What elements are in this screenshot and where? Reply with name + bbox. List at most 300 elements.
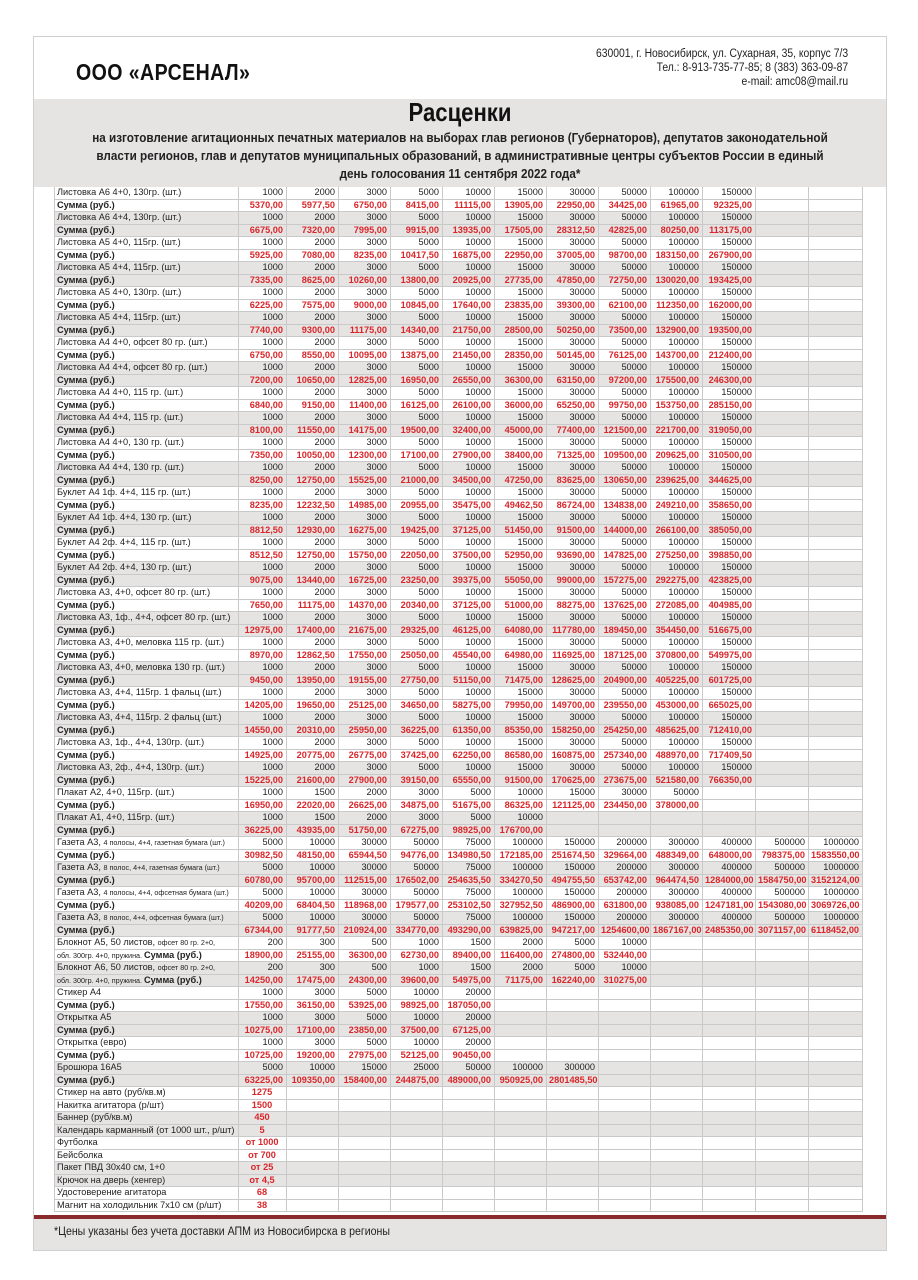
empty-cell [599, 1187, 651, 1200]
qty-cell: 150000 [547, 912, 599, 925]
sum-cell: 15750,00 [339, 549, 391, 562]
sum-label-text: Сумма (руб.) [57, 774, 115, 785]
sum-cell: 246300,00 [703, 374, 756, 387]
sum-cell: 950925,00 [495, 1074, 547, 1087]
product-name [55, 712, 239, 725]
sum-cell: 8235,00 [339, 249, 391, 262]
qty-cell: 1000 [239, 387, 287, 400]
qty-cell [809, 737, 863, 750]
empty-cell [495, 1174, 547, 1187]
qty-cell: 10000 [443, 312, 495, 325]
empty-cell [651, 1099, 703, 1112]
qty-row [55, 562, 863, 575]
sum-cell: 160875,00 [547, 749, 599, 762]
sum-label [55, 974, 239, 987]
product-name [55, 862, 239, 875]
sum-cell: 1254600,00 [599, 924, 651, 937]
sum-cell: 7335,00 [239, 274, 287, 287]
qty-cell: 15000 [495, 262, 547, 275]
sum-cell: 86724,00 [547, 499, 599, 512]
qty-cell: 2000 [287, 687, 339, 700]
qty-cell [756, 262, 809, 275]
unit-price: 1500 [239, 1099, 287, 1112]
qty-cell [809, 362, 863, 375]
sum-cell [703, 1049, 756, 1062]
product-name-text: Листовка А4 4+0, офсет 80 гр. (шт.) [57, 337, 208, 347]
qty-cell: 5000 [391, 737, 443, 750]
sum-label-text: Сумма (руб.) [57, 649, 115, 660]
unit-item-name: Крючок на дверь (хенгер) [55, 1174, 239, 1187]
sum-cell: 8235,00 [239, 499, 287, 512]
qty-cell [809, 787, 863, 800]
qty-cell: 2000 [287, 387, 339, 400]
qty-cell: 5000 [391, 187, 443, 199]
sum-cell: 14175,00 [339, 424, 391, 437]
qty-cell: 10000 [287, 887, 339, 900]
sum-cell [809, 399, 863, 412]
qty-cell [756, 587, 809, 600]
sum-cell: 11175,00 [287, 599, 339, 612]
sum-cell [756, 624, 809, 637]
sum-label [55, 1074, 239, 1087]
empty-cell [703, 1174, 756, 1187]
qty-cell: 10000 [391, 1012, 443, 1025]
qty-cell: 10000 [443, 537, 495, 550]
sum-cell: 25125,00 [339, 699, 391, 712]
sum-row [55, 999, 863, 1012]
qty-cell: 15000 [495, 287, 547, 300]
sum-cell [809, 749, 863, 762]
qty-cell: 5000 [391, 287, 443, 300]
qty-cell: 3000 [339, 537, 391, 550]
empty-cell [599, 1174, 651, 1187]
sum-cell: 67344,00 [239, 924, 287, 937]
sum-cell [756, 324, 809, 337]
sum-cell: 11400,00 [339, 399, 391, 412]
sum-cell: 79950,00 [495, 699, 547, 712]
sum-cell [809, 324, 863, 337]
qty-cell: 3000 [339, 412, 391, 425]
sum-cell [809, 1049, 863, 1062]
sum-cell: 112515,00 [339, 874, 391, 887]
product-name [55, 562, 239, 575]
qty-cell: 30000 [547, 437, 599, 450]
sum-cell: 98925,00 [391, 999, 443, 1012]
sum-cell: 62100,00 [599, 299, 651, 312]
sum-cell: 717409,50 [703, 749, 756, 762]
empty-cell [809, 1112, 863, 1125]
qty-cell [756, 962, 809, 975]
qty-cell: 100000 [651, 187, 703, 199]
empty-cell [756, 1199, 809, 1212]
sum-cell: 170625,00 [547, 774, 599, 787]
empty-cell [809, 1087, 863, 1100]
sum-row [55, 699, 863, 712]
qty-cell [809, 462, 863, 475]
sum-cell: 183150,00 [651, 249, 703, 262]
sum-cell: 130020,00 [651, 274, 703, 287]
qty-cell: 50000 [599, 187, 651, 199]
qty-cell: 2000 [287, 762, 339, 775]
sum-cell [809, 224, 863, 237]
sum-cell: 18900,00 [239, 949, 287, 962]
sum-cell: 25950,00 [339, 724, 391, 737]
sum-label-text: Сумма (руб.) [57, 574, 115, 585]
qty-cell: 30000 [547, 637, 599, 650]
sum-cell: 68404,50 [287, 899, 339, 912]
sum-cell: 10275,00 [239, 1024, 287, 1037]
qty-cell [651, 937, 703, 950]
sum-cell [599, 824, 651, 837]
qty-cell: 3000 [339, 362, 391, 375]
sum-cell: 798375,00 [756, 849, 809, 862]
qty-row [55, 187, 863, 199]
sum-cell [809, 774, 863, 787]
sum-cell: 12930,00 [287, 524, 339, 537]
qty-cell: 100000 [651, 512, 703, 525]
qty-cell: 10000 [287, 912, 339, 925]
sum-cell: 486900,00 [547, 899, 599, 912]
sum-cell [651, 824, 703, 837]
qty-cell: 300000 [651, 862, 703, 875]
sum-cell: 358650,00 [703, 499, 756, 512]
qty-cell: 5000 [391, 262, 443, 275]
sum-cell: 5977,50 [287, 199, 339, 212]
sum-label [55, 474, 239, 487]
sum-cell: 36300,00 [339, 949, 391, 962]
qty-cell: 5000 [239, 862, 287, 875]
sum-cell: 91500,00 [547, 524, 599, 537]
sum-cell: 12750,00 [287, 474, 339, 487]
sum-cell: 34875,00 [391, 799, 443, 812]
qty-cell: 10000 [443, 212, 495, 225]
qty-cell: 5000 [391, 537, 443, 550]
qty-cell [756, 287, 809, 300]
qty-cell: 100000 [651, 662, 703, 675]
qty-cell: 50000 [599, 537, 651, 550]
sum-cell: 51000,00 [495, 599, 547, 612]
sum-cell: 334270,50 [495, 874, 547, 887]
qty-row [55, 387, 863, 400]
qty-row [55, 812, 863, 825]
company-name: ООО «АРСЕНАЛ» [76, 59, 251, 85]
sum-cell [809, 699, 863, 712]
sum-cell [809, 474, 863, 487]
qty-cell: 150000 [703, 662, 756, 675]
qty-cell: 15000 [495, 612, 547, 625]
empty-cell [703, 1112, 756, 1125]
product-name [55, 1062, 239, 1075]
qty-cell: 3000 [339, 462, 391, 475]
qty-cell [809, 762, 863, 775]
sum-cell: 249210,00 [651, 499, 703, 512]
qty-cell: 150000 [703, 337, 756, 350]
empty-cell [599, 1199, 651, 1212]
sum-cell [809, 499, 863, 512]
qty-cell: 3000 [339, 737, 391, 750]
qty-cell: 50000 [391, 862, 443, 875]
qty-row [55, 887, 863, 900]
empty-cell [756, 1149, 809, 1162]
product-name-detail: 8 полос, 4+4, газетная бумага (шт.) [103, 863, 220, 872]
qty-cell: 100000 [651, 562, 703, 575]
qty-cell [495, 1012, 547, 1025]
sum-cell: 385050,00 [703, 524, 756, 537]
empty-cell [287, 1087, 339, 1100]
product-name [55, 287, 239, 300]
sum-cell: 39150,00 [391, 774, 443, 787]
qty-cell: 150000 [703, 587, 756, 600]
sum-cell: 65944,50 [339, 849, 391, 862]
sum-cell: 516675,00 [703, 624, 756, 637]
product-name-text: Газета А3, [57, 837, 104, 847]
qty-cell [703, 1062, 756, 1075]
sum-cell: 25155,00 [287, 949, 339, 962]
sum-label [55, 274, 239, 287]
qty-cell: 30000 [547, 587, 599, 600]
sum-cell [756, 199, 809, 212]
qty-cell: 15000 [495, 737, 547, 750]
sum-cell: 20955,00 [391, 499, 443, 512]
sum-cell: 17550,00 [239, 999, 287, 1012]
qty-cell [651, 987, 703, 1000]
qty-cell: 15000 [495, 387, 547, 400]
qty-cell [756, 1012, 809, 1025]
empty-cell [339, 1187, 391, 1200]
empty-cell [391, 1099, 443, 1112]
qty-cell: 3000 [339, 487, 391, 500]
empty-cell [756, 1187, 809, 1200]
qty-cell: 10000 [443, 562, 495, 575]
empty-cell [809, 1137, 863, 1150]
unit-item-name: Накитка агитатора (р/шт) [55, 1099, 239, 1112]
sum-cell: 134980,50 [443, 849, 495, 862]
qty-cell: 10000 [443, 287, 495, 300]
qty-cell: 300000 [651, 912, 703, 925]
qty-cell: 1000 [239, 237, 287, 250]
sum-cell: 8415,00 [391, 199, 443, 212]
qty-cell: 10000 [443, 387, 495, 400]
sum-label-text: Сумма (руб.) [57, 999, 115, 1010]
sum-cell: 40209,00 [239, 899, 287, 912]
sum-label [55, 374, 239, 387]
product-name-text: Блокнот А6, 50 листов, [57, 962, 158, 972]
qty-cell: 30000 [339, 887, 391, 900]
qty-cell [599, 1012, 651, 1025]
sum-cell: 23835,00 [495, 299, 547, 312]
sum-cell: 8512,50 [239, 549, 287, 562]
qty-cell: 5000 [391, 662, 443, 675]
sum-cell: 14250,00 [239, 974, 287, 987]
empty-cell [287, 1137, 339, 1150]
sum-cell: 27735,00 [495, 274, 547, 287]
product-name-text: Листовка А4 4+4, офсет 80 гр. (шт.) [57, 362, 208, 372]
qty-cell: 150000 [703, 462, 756, 475]
sum-cell [756, 499, 809, 512]
sum-cell [809, 249, 863, 262]
empty-cell [703, 1099, 756, 1112]
sum-label [55, 624, 239, 637]
qty-cell: 100000 [651, 362, 703, 375]
qty-cell [547, 987, 599, 1000]
qty-cell: 1000000 [809, 887, 863, 900]
sum-cell: 62730,00 [391, 949, 443, 962]
sum-label-text: Сумма (руб.) [57, 849, 115, 860]
qty-cell: 150000 [703, 212, 756, 225]
qty-cell: 2000 [287, 412, 339, 425]
sum-row [55, 449, 863, 462]
empty-cell [391, 1187, 443, 1200]
qty-cell: 3000 [339, 187, 391, 199]
qty-cell: 1000 [239, 562, 287, 575]
qty-cell: 1000 [239, 187, 287, 199]
qty-cell: 15000 [495, 687, 547, 700]
qty-cell: 100000 [651, 387, 703, 400]
qty-cell: 150000 [547, 862, 599, 875]
sum-cell [756, 449, 809, 462]
product-name-text: Открытка А5 [57, 1012, 112, 1022]
qty-cell: 2000 [287, 712, 339, 725]
product-name-text: Листовка А5 4+4, 115гр. (шт.) [57, 312, 181, 322]
unit-price-row [55, 1187, 863, 1200]
sum-label [55, 1024, 239, 1037]
empty-cell [651, 1087, 703, 1100]
sum-cell [547, 824, 599, 837]
sum-cell: 16950,00 [239, 799, 287, 812]
unit-price: от 25 [239, 1162, 287, 1175]
price-table [54, 187, 863, 1212]
qty-cell: 1500 [443, 937, 495, 950]
sum-cell: 37500,00 [443, 549, 495, 562]
empty-cell [495, 1187, 547, 1200]
qty-cell: 400000 [703, 887, 756, 900]
qty-row [55, 412, 863, 425]
sum-cell: 13950,00 [287, 674, 339, 687]
sum-cell: 17550,00 [339, 649, 391, 662]
sum-cell [756, 1024, 809, 1037]
product-name [55, 412, 239, 425]
qty-cell: 3000 [339, 387, 391, 400]
qty-cell: 1000 [239, 512, 287, 525]
sum-cell [703, 999, 756, 1012]
qty-cell: 200000 [599, 862, 651, 875]
sum-cell: 45000,00 [495, 424, 547, 437]
sum-label [55, 949, 239, 962]
empty-cell [756, 1162, 809, 1175]
empty-cell [287, 1174, 339, 1187]
qty-cell: 30000 [547, 562, 599, 575]
qty-cell [756, 187, 809, 199]
sum-label-text: Сумма (руб.) [57, 199, 115, 210]
qty-cell: 10000 [495, 812, 547, 825]
sum-cell: 61350,00 [443, 724, 495, 737]
qty-cell: 1500 [287, 812, 339, 825]
product-name-text: Газета А3, [57, 912, 104, 922]
sum-label-text: Сумма (руб.) [57, 824, 115, 835]
sum-cell [809, 649, 863, 662]
qty-cell: 3000 [287, 1037, 339, 1050]
qty-cell [756, 412, 809, 425]
unit-item-name: Баннер (руб/кв.м) [55, 1112, 239, 1125]
qty-cell: 5000 [391, 437, 443, 450]
sum-cell [756, 424, 809, 437]
sum-cell [809, 1074, 863, 1087]
sum-cell: 7650,00 [239, 599, 287, 612]
sum-cell [547, 1024, 599, 1037]
product-name-text: Плакат А1, 4+0, 115гр. (шт.) [57, 812, 175, 822]
sum-label [55, 1049, 239, 1062]
qty-cell [703, 787, 756, 800]
sum-label-text: Сумма (руб.) [57, 549, 115, 560]
product-name [55, 487, 239, 500]
qty-row [55, 1012, 863, 1025]
sum-cell: 22950,00 [547, 199, 599, 212]
sum-cell: 947217,00 [547, 924, 599, 937]
sum-cell: 71325,00 [547, 449, 599, 462]
empty-cell [443, 1087, 495, 1100]
sum-cell: 453000,00 [651, 699, 703, 712]
qty-cell: 2000 [287, 187, 339, 199]
qty-cell [599, 987, 651, 1000]
sum-cell: 162000,00 [703, 299, 756, 312]
empty-cell [809, 1199, 863, 1212]
qty-cell: 5000 [339, 1012, 391, 1025]
product-name-text: Листовка А6 4+0, 130гр. (шт.) [57, 187, 182, 197]
sum-label-text: Сумма (руб.) [57, 399, 115, 410]
sum-cell: 310275,00 [599, 974, 651, 987]
qty-cell: 1000 [239, 637, 287, 650]
qty-cell: 1000 [239, 312, 287, 325]
sum-cell: 494755,50 [547, 874, 599, 887]
qty-cell [756, 687, 809, 700]
empty-cell [651, 1187, 703, 1200]
sum-cell: 1584750,00 [756, 874, 809, 887]
sum-cell [809, 574, 863, 587]
qty-cell: 50000 [599, 437, 651, 450]
qty-cell: 50000 [599, 662, 651, 675]
sum-label [55, 199, 239, 212]
qty-cell: 3000 [339, 437, 391, 450]
sum-row [55, 824, 863, 837]
qty-cell [756, 312, 809, 325]
empty-cell [599, 1112, 651, 1125]
qty-cell: 2000 [287, 312, 339, 325]
qty-cell [756, 512, 809, 525]
qty-cell: 2000 [287, 737, 339, 750]
empty-cell [443, 1124, 495, 1137]
sum-cell: 134838,00 [599, 499, 651, 512]
sum-cell [809, 374, 863, 387]
qty-cell: 100000 [651, 212, 703, 225]
qty-cell: 75000 [443, 912, 495, 925]
sum-row [55, 749, 863, 762]
sum-cell: 7080,00 [287, 249, 339, 262]
sum-cell: 52950,00 [495, 549, 547, 562]
sum-cell [651, 1049, 703, 1062]
sum-cell: 46125,00 [443, 624, 495, 637]
unit-item-name: Бейсболка [55, 1149, 239, 1162]
sum-cell: 354450,00 [651, 624, 703, 637]
qty-cell: 75000 [443, 837, 495, 850]
sum-label-text: Сумма (руб.) [57, 1074, 115, 1085]
sum-cell: 86580,00 [495, 749, 547, 762]
sum-cell: 398850,00 [703, 549, 756, 562]
qty-cell: 100000 [651, 412, 703, 425]
sum-cell: 121500,00 [599, 424, 651, 437]
sum-row [55, 774, 863, 787]
product-name-text: Листовка А4 4+0, 130 гр. (шт.) [57, 437, 184, 447]
product-name-text: Листовка А3, 4+0, меловка 130 гр. (шт.) [57, 662, 225, 672]
